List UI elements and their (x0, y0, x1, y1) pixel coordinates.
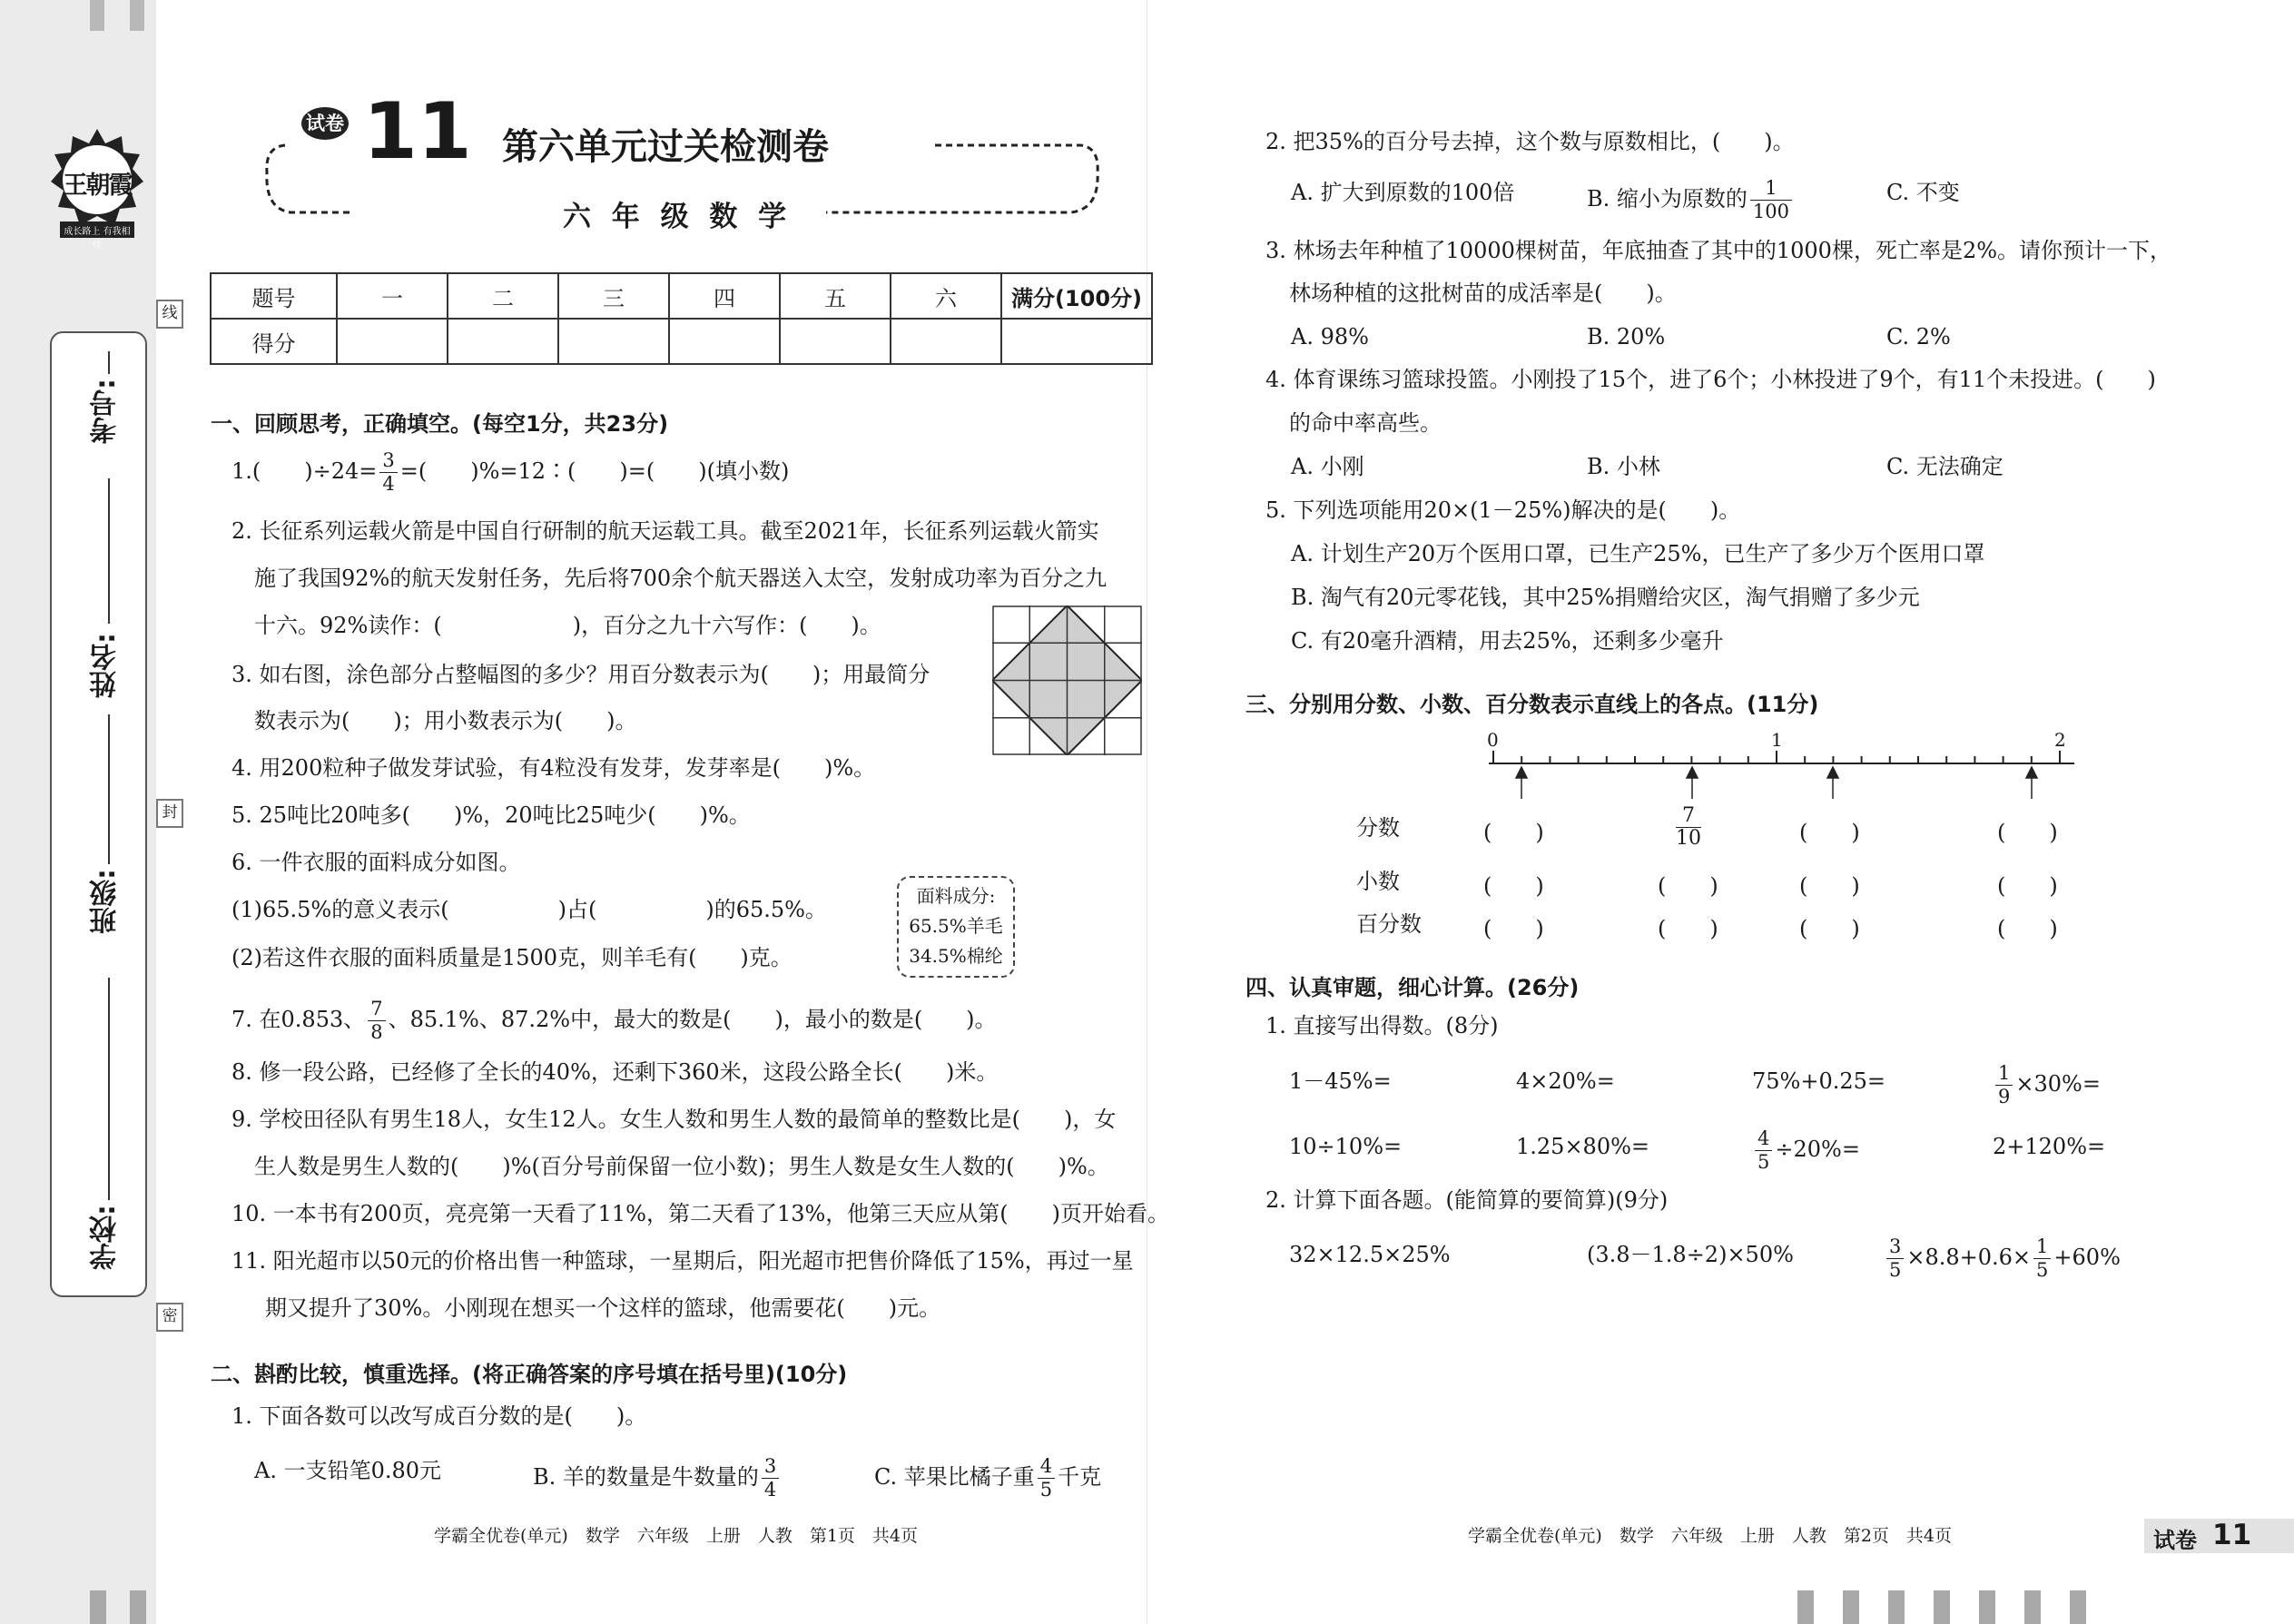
registration-mark (90, 0, 104, 31)
question-2-3-option-b: B. 20% (1587, 324, 1666, 349)
registration-mark (1843, 1590, 1859, 1624)
calc-item: 2+120%= (1993, 1134, 2106, 1159)
answer-blank[interactable]: ( ) (1483, 873, 1544, 899)
student-info-card (50, 331, 147, 1297)
question-2-5-option-a: A. 计划生产20万个医用口罩，已生产25%，已生产了多少万个医用口罩 (1291, 541, 1985, 566)
calc-item: 4×20%= (1516, 1068, 1615, 1094)
row-label-percent: 百分数 (1356, 911, 1422, 937)
registration-mark (130, 1590, 146, 1624)
answer-blank[interactable]: ( ) (1799, 820, 1860, 845)
question-1-6-2: (2)若这件衣服的面料质量是1500克，则羊毛有( )克。 (231, 945, 793, 970)
section-2-title: 二、斟酌比较，慎重选择。(将正确答案的序号填在括号里)(10分) (211, 1362, 848, 1387)
answer-blank[interactable]: ( ) (1483, 916, 1544, 941)
section-4-title: 四、认真审题，细心计算。(26分) (1245, 975, 1580, 1000)
test-number: 11 (363, 86, 472, 177)
question-2-5: 5. 下列选项能用20×(1－25%)解决的是( )。 (1265, 497, 1741, 523)
question-2-1-option-a: A. 一支铅笔0.80元 (254, 1458, 442, 1483)
answer-blank[interactable]: ( ) (1997, 873, 2058, 899)
question-1-9-line2: 生人数是男生人数的( )%(百分号前保留一位小数)；男生人数是女生人数的( )%。 (254, 1154, 1109, 1179)
score-input-cell[interactable] (1001, 319, 1152, 364)
registration-mark (130, 0, 144, 31)
answer-blank[interactable]: ( ) (1799, 916, 1860, 941)
question-2-4-line1: 4. 体育课练习篮球投篮。小刚投了15个，进了6个；小林投进了9个，有11个未投进。( ) (1265, 367, 2156, 392)
section-4-part-1: 1. 直接写出得数。(8分) (1265, 1013, 1499, 1038)
name-line[interactable] (108, 478, 110, 624)
question-1-6: 6. 一件衣服的面料成分如图。 (231, 850, 521, 875)
question-1-11-line1: 11. 阳光超市以50元的价格出售一种篮球，一星期后，阳光超市把售价降低了15%，再过一星 (231, 1248, 1134, 1274)
exam-number-line[interactable] (108, 351, 110, 374)
footer-left: 学霸全优卷(单元) 数学 六年级 上册 人教 第1页 共4页 (434, 1526, 919, 1546)
calc-item: $\frac{1}{9}$ ×30%= (1993, 1064, 2101, 1107)
question-2-3-option-a: A. 98% (1291, 324, 1369, 349)
question-1-10: 10. 一本书有200页，亮亮第一天看了11%，第二天看了13%，他第三天应从第( )页开始看。 (231, 1201, 1170, 1226)
name-label: 姓名: (90, 633, 122, 698)
brand-motto: 成长路上 有我相伴 (64, 227, 131, 251)
calc-item: 10÷10%= (1289, 1134, 1403, 1159)
given-fraction: 7 10 (1676, 804, 1701, 851)
section-1-title: 一、回顾思考，正确填空。(每空1分，共23分) (211, 411, 669, 437)
question-2-4-option-c: C. 无法确定 (1886, 454, 2004, 479)
score-table-header-row (211, 273, 1152, 319)
question-2-3-line2: 林场种植的这批树苗的成活率是( )。 (1289, 281, 1677, 306)
question-1-2-line3: 十六。92%读作：( )，百分之九十六写作：( )。 (254, 613, 881, 638)
fabric-label-nylon: 34.5%棉纶 (909, 945, 1003, 967)
number-line-label-1: 1 (1771, 729, 1783, 751)
registration-mark (2024, 1590, 2041, 1624)
question-2-2-option-c: C. 不变 (1886, 180, 1960, 205)
question-1-8: 8. 修一段公路，已经修了全长的40%，还剩下360米，这段公路全长( )米。 (231, 1059, 999, 1085)
footer-tag (2144, 1519, 2294, 1553)
number-line-label-0: 0 (1487, 729, 1499, 751)
question-2-4-option-b: B. 小林 (1587, 454, 1660, 479)
question-2-3-option-c: C. 2% (1886, 324, 1951, 349)
class-line[interactable] (108, 714, 110, 864)
page-title: 第六单元过关检测卷 (502, 126, 829, 168)
answer-blank[interactable]: ( ) (1658, 873, 1718, 899)
answer-blank[interactable]: ( ) (1997, 820, 2058, 845)
question-1-5: 5. 25吨比20吨多( )%，20吨比25吨少( )%。 (231, 802, 751, 828)
footer-tag-number: 11 (2212, 1519, 2252, 1551)
registration-mark (90, 1590, 106, 1624)
school-line[interactable] (108, 978, 110, 1200)
registration-mark (2070, 1590, 2086, 1624)
question-2-4-line2: 的命中率高些。 (1289, 410, 1442, 436)
question-2-5-option-c: C. 有20毫升酒精，用去25%，还剩多少毫升 (1291, 628, 1724, 654)
calc-item: $\frac{4}{5}$ ÷20%= (1752, 1129, 1860, 1172)
question-1-3-line2: 数表示为( )；用小数表示为( )。 (254, 708, 637, 733)
score-cell-header: 一 (337, 273, 448, 319)
score-cell-header: 二 (448, 273, 558, 319)
row-label-fraction: 分数 (1356, 815, 1400, 841)
fabric-label-title: 面料成分: (916, 885, 996, 907)
question-1-11-line2: 期又提升了30%。小刚现在想买一个这样的篮球，他需要花( )元。 (265, 1295, 941, 1321)
calc-problem: (3.8－1.8÷2)×50% (1587, 1242, 1794, 1267)
school-label: 学校: (90, 1205, 122, 1270)
score-cell-header: 题号 (211, 273, 337, 319)
number-line-label-2: 2 (2054, 729, 2066, 751)
row-label-decimal: 小数 (1356, 869, 1400, 894)
score-input-cell[interactable] (780, 319, 891, 364)
shaded-square-figure (992, 605, 1142, 755)
question-2-5-option-b: B. 淘气有20元零花钱，其中25%捐赠给灾区，淘气捐赠了多少元 (1291, 585, 1920, 610)
calc-problem: $\frac{3}{5}$ ×8.8+0.6× $\frac{1}{5}$ +60% (1884, 1237, 2121, 1280)
question-2-1: 1. 下面各数可以改写成百分数的是( )。 (231, 1403, 647, 1429)
test-tag: 试卷 (301, 107, 349, 140)
question-2-2: 2. 把35%的百分号去掉，这个数与原数相比，( )。 (1265, 129, 1795, 154)
section-4-part-2: 2. 计算下面各题。(能简算的要简算)(9分) (1265, 1187, 1669, 1213)
question-2-2-option-b: B. 缩小为原数的 $\frac{1}{100}$ (1587, 179, 1795, 221)
margin-mark-secret: 密 (156, 1303, 183, 1332)
question-1-1: 1.( )÷24= $\frac{3}{4}$ =( )%=12∶( )=( )(填小数) (231, 449, 790, 495)
question-1-9-line1: 9. 学校田径队有男生18人，女生12人。女生人数和男生人数的最简单的整数比是( )，女 (231, 1107, 1117, 1132)
score-cell-header: 六 (891, 273, 1001, 319)
score-cell-header: 满分(100分) (1001, 273, 1152, 319)
calc-item: 1－45%= (1289, 1068, 1392, 1094)
registration-mark (1934, 1590, 1950, 1624)
exam-number-label: 考号: (90, 379, 122, 444)
registration-mark (1797, 1590, 1814, 1624)
question-1-2-line1: 2. 长征系列运载火箭是中国自行研制的航天运载工具。截至2021年，长征系列运载火箭实 (231, 518, 1099, 544)
score-table (210, 272, 1153, 365)
answer-blank[interactable]: ( ) (1997, 916, 2058, 941)
footer-tag-label: 试卷 (2153, 1528, 2197, 1553)
score-cell-header: 四 (669, 273, 780, 319)
question-2-2-option-a: A. 扩大到原数的100倍 (1291, 180, 1515, 205)
calc-item: 1.25×80%= (1516, 1134, 1649, 1159)
question-2-1-option-b: B. 羊的数量是牛数量的 $\frac{3}{4}$ (533, 1457, 782, 1500)
fabric-label-wool: 65.5%羊毛 (909, 915, 1003, 937)
question-1-3-line1: 3. 如右图，涂色部分占整幅图的多少？用百分数表示为( )；用最简分 (231, 662, 930, 687)
question-1-6-1: (1)65.5%的意义表示( )占( )的65.5%。 (231, 897, 827, 922)
score-input-cell[interactable] (558, 319, 669, 364)
registration-mark (1979, 1590, 1995, 1624)
answer-blank[interactable]: ( ) (1658, 916, 1718, 941)
class-label: 班级: (90, 869, 122, 934)
brand-name: 王朝霞 (63, 172, 132, 200)
registration-mark (1888, 1590, 1905, 1624)
score-cell-header: 五 (780, 273, 891, 319)
answer-blank[interactable]: ( ) (1799, 873, 1860, 899)
calc-item: 75%+0.25= (1752, 1068, 1885, 1094)
question-2-3-line1: 3. 林场去年种植了10000棵树苗，年底抽查了其中的1000棵，死亡率是2%。请你预计一下， (1265, 238, 2172, 263)
score-input-cell[interactable] (448, 319, 558, 364)
score-table-score-row (211, 319, 1152, 364)
question-2-4-option-a: A. 小刚 (1291, 454, 1364, 479)
score-input-cell[interactable] (669, 319, 780, 364)
brand-logo (47, 125, 147, 251)
question-1-7: 7. 在0.853、 $\frac{7}{8}$ 、85.1%、87.2%中，最大的数是( )，最小的数是( )。 (231, 998, 997, 1043)
section-3-title: 三、分别用分数、小数、百分数表示直线上的各点。(11分) (1245, 692, 1819, 717)
fabric-label-box (897, 876, 1015, 978)
question-1-4: 4. 用200粒种子做发芽试验，有4粒没有发芽，发芽率是( )%。 (231, 755, 876, 781)
number-line (1480, 731, 2079, 803)
page-subtitle: 六 年 级 数 学 (563, 201, 793, 233)
calc-problem: 32×12.5×25% (1289, 1242, 1451, 1267)
score-input-cell[interactable] (891, 319, 1001, 364)
score-input-cell[interactable] (337, 319, 448, 364)
footer-right: 学霸全优卷(单元) 数学 六年级 上册 人教 第2页 共4页 (1468, 1526, 1953, 1546)
score-cell-header: 三 (558, 273, 669, 319)
score-cell-label: 得分 (211, 319, 337, 364)
question-1-2-line2: 施了我国92%的航天发射任务，先后将700余个航天器送入太空，发射成功率为百分之九 (254, 566, 1108, 591)
question-2-1-option-c: C. 苹果比橘子重 $\frac{4}{5}$ 千克 (874, 1455, 1102, 1501)
margin-mark-line: 线 (156, 300, 183, 329)
answer-blank[interactable]: ( ) (1483, 820, 1544, 845)
margin-mark-seal: 封 (156, 799, 183, 828)
